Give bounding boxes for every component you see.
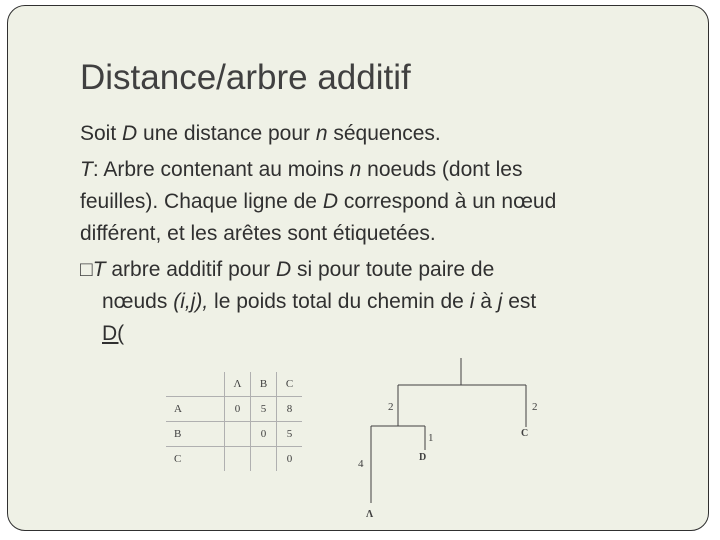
distance-link[interactable]: D( bbox=[102, 322, 125, 345]
text-line-4: différent, et les arêtes sont étiquetées. bbox=[80, 222, 436, 245]
additive-tree-diagram bbox=[350, 355, 550, 523]
matrix-row-label: C bbox=[166, 447, 225, 472]
matrix-cell bbox=[225, 447, 251, 472]
distance-matrix bbox=[166, 372, 302, 471]
matrix-cell: 5 bbox=[251, 397, 277, 422]
tree-edge-label: 2 bbox=[388, 401, 394, 413]
matrix-row bbox=[166, 422, 302, 447]
matrix-header: Λ bbox=[225, 372, 251, 397]
matrix-row bbox=[166, 447, 302, 472]
bullet-marker: □ bbox=[80, 258, 93, 281]
matrix-cell: 5 bbox=[277, 422, 303, 447]
text-line-3: feuilles). Chaque ligne de D correspond à un nœud bbox=[80, 190, 557, 213]
matrix-corner bbox=[166, 372, 225, 397]
text-line-2: T: Arbre contenant au moins n noeuds (dont les bbox=[80, 158, 523, 181]
text-line-1: Soit D une distance pour n séquences. bbox=[80, 122, 441, 145]
matrix-header: C bbox=[277, 372, 303, 397]
matrix-header: B bbox=[251, 372, 277, 397]
matrix-cell bbox=[251, 447, 277, 472]
matrix-cell: 8 bbox=[277, 397, 303, 422]
bullet-line-3 bbox=[102, 322, 124, 346]
tree-edge-label: 1 bbox=[428, 432, 434, 444]
matrix-row-label: A bbox=[166, 397, 225, 422]
matrix-row bbox=[166, 397, 302, 422]
slide-title: Distance/arbre additif bbox=[80, 58, 411, 97]
matrix-cell bbox=[225, 422, 251, 447]
matrix-cell: 0 bbox=[277, 447, 303, 472]
tree-node-label: D bbox=[419, 452, 427, 463]
matrix-header-row bbox=[166, 372, 302, 397]
tree-node-label: C bbox=[521, 428, 529, 439]
tree-edge-label: 2 bbox=[532, 401, 538, 413]
matrix-row-label: B bbox=[166, 422, 225, 447]
bullet-line-1: □T arbre additif pour D si pour toute paire de bbox=[80, 258, 495, 281]
tree-node-label: Λ bbox=[366, 509, 374, 520]
matrix-cell: 0 bbox=[225, 397, 251, 422]
bullet-line-2: nœuds (i,j), le poids total du chemin de i à j est bbox=[102, 290, 537, 313]
tree-edge-label: 4 bbox=[358, 458, 364, 470]
matrix-cell: 0 bbox=[251, 422, 277, 447]
